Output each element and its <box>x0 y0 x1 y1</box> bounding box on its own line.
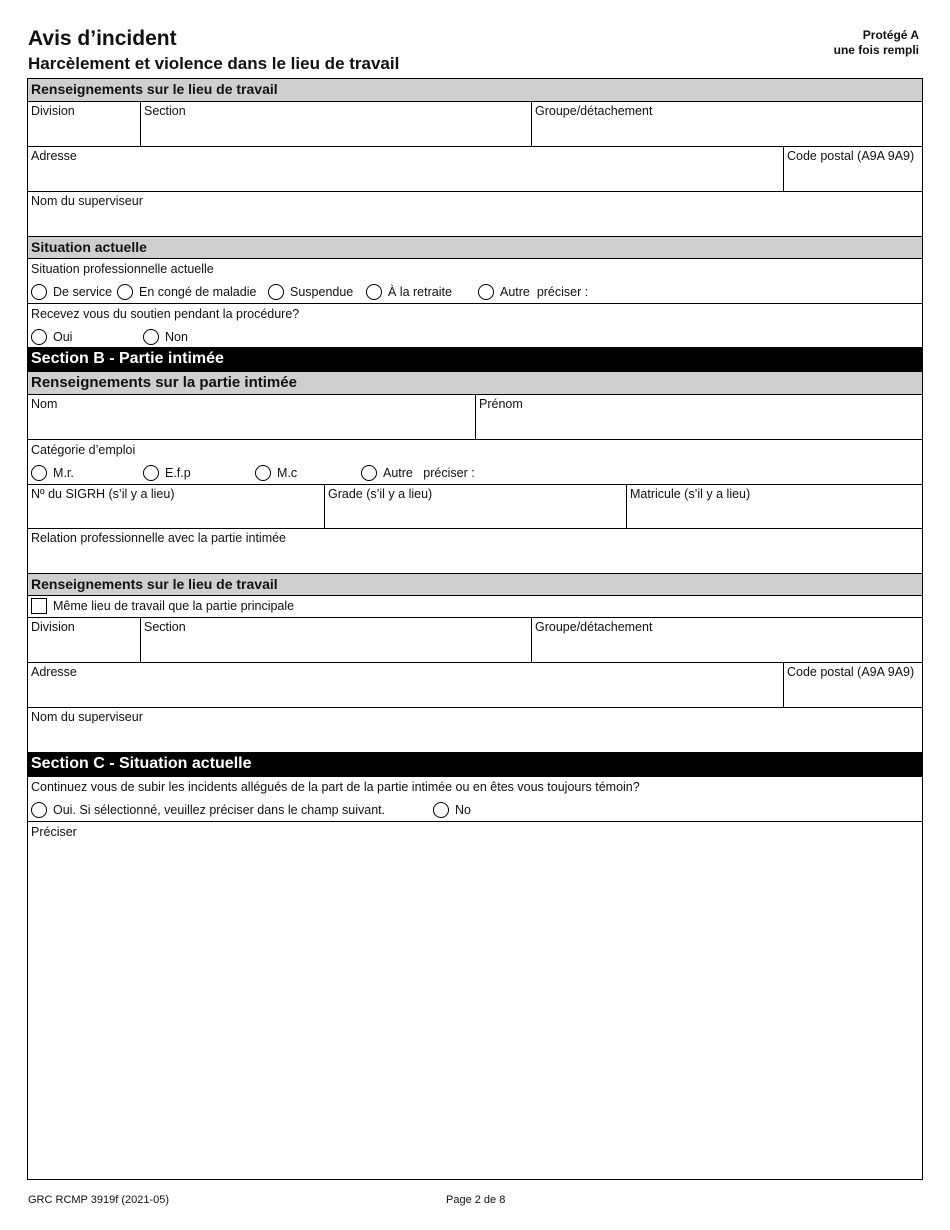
grade-label: Grade (s’il y a lieu) <box>328 487 433 501</box>
employment-category-row <box>28 440 922 485</box>
employment-category-question: Catégorie d’emploi <box>31 443 136 457</box>
relation-row <box>28 529 922 574</box>
radio-icon[interactable] <box>117 284 133 300</box>
respondent-division-field[interactable] <box>28 618 140 662</box>
respondent-address-field[interactable] <box>28 663 783 707</box>
respondent-first-name-label: Prénom <box>479 397 523 411</box>
workplace-row-1 <box>28 102 922 147</box>
category-option-mc-label: M.c <box>277 466 298 480</box>
matricule-field[interactable] <box>626 485 922 528</box>
support-question: Recevez vous du soutien pendant la procédure? <box>31 307 300 321</box>
category-option-mr-label: M.r. <box>53 466 74 480</box>
same-workplace-checkbox[interactable] <box>31 598 294 614</box>
group-label: Groupe/détachement <box>535 104 653 118</box>
respondent-supervisor-row <box>28 708 922 753</box>
section-c-title: Section C - Situation actuelle <box>28 753 922 777</box>
radio-icon[interactable] <box>255 465 271 481</box>
radio-icon[interactable] <box>143 465 159 481</box>
protection-line-1: Protégé A <box>862 28 919 42</box>
respondent-group-field[interactable] <box>531 618 922 662</box>
ongoing-option-no-label: No <box>455 803 471 817</box>
category-option-efp[interactable] <box>143 465 191 481</box>
ongoing-option-no[interactable] <box>433 802 471 818</box>
checkbox-icon[interactable] <box>31 598 47 614</box>
radio-icon[interactable] <box>31 465 47 481</box>
situation-option-leave-label: En congé de maladie <box>139 285 257 299</box>
respondent-workplace-heading: Renseignements sur le lieu de travail <box>28 574 922 596</box>
respondent-name-row <box>28 395 922 440</box>
form-number: GRC RCMP 3919f (2021-05) <box>28 1194 170 1206</box>
radio-icon[interactable] <box>31 284 47 300</box>
radio-icon[interactable] <box>268 284 284 300</box>
situation-option-retired[interactable] <box>366 284 452 300</box>
radio-icon[interactable] <box>478 284 494 300</box>
respondent-division-label: Division <box>31 620 75 634</box>
same-workplace-label: Même lieu de travail que la partie principale <box>53 599 295 613</box>
respondent-supervisor-label: Nom du superviseur <box>31 710 143 724</box>
support-option-yes[interactable] <box>31 329 72 345</box>
address-label: Adresse <box>31 149 77 163</box>
protection-line-2: une fois rempli <box>833 43 919 57</box>
protection-label <box>834 28 919 58</box>
support-row <box>28 304 922 348</box>
respondent-supervisor-field[interactable] <box>28 708 922 752</box>
group-field[interactable] <box>531 102 922 146</box>
sigrh-field[interactable] <box>28 485 324 528</box>
situation-option-suspended-label: Suspendue <box>290 285 354 299</box>
radio-icon[interactable] <box>433 802 449 818</box>
respondent-postal-code-label: Code postal (A9A 9A9) <box>787 665 915 679</box>
professional-situation-question: Situation professionnelle actuelle <box>31 262 214 276</box>
ongoing-option-yes[interactable] <box>31 802 385 818</box>
respondent-last-name-label: Nom <box>31 397 58 411</box>
respondent-address-label: Adresse <box>31 665 77 679</box>
respondent-address-row <box>28 663 922 708</box>
ongoing-incidents-question: Continuez vous de subir les incidents allégués de la part de la partie intimée ou en êtes vous toujours témoin? <box>31 780 640 794</box>
sigrh-label: Nº du SIGRH (s’il y a lieu) <box>31 487 175 501</box>
incident-form <box>27 78 923 1180</box>
division-label: Division <box>31 104 75 118</box>
situation-option-service[interactable] <box>31 284 112 300</box>
relation-label: Relation professionnelle avec la partie intimée <box>31 531 287 545</box>
page-title: Avis d’incident <box>28 27 177 50</box>
matricule-label: Matricule (s’il y a lieu) <box>630 487 751 501</box>
specify-label: Préciser <box>31 825 77 839</box>
address-row <box>28 147 922 192</box>
situation-option-suspended[interactable] <box>268 284 353 300</box>
respondent-first-name-field[interactable] <box>475 395 922 439</box>
relation-field[interactable] <box>28 529 922 573</box>
respondent-info-heading: Renseignements sur la partie intimée <box>28 372 922 395</box>
respondent-workplace-row-1 <box>28 618 922 663</box>
supervisor-row <box>28 192 922 237</box>
respondent-section-field[interactable] <box>140 618 531 662</box>
situation-option-other[interactable] <box>478 284 588 300</box>
situation-option-leave[interactable] <box>117 284 256 300</box>
same-workplace-row <box>28 596 922 618</box>
respondent-last-name-field[interactable] <box>28 395 475 439</box>
category-option-mc[interactable] <box>255 465 297 481</box>
respondent-section-label: Section <box>144 620 186 634</box>
category-option-other-label: Autre préciser : <box>383 466 475 480</box>
workplace-heading: Renseignements sur le lieu de travail <box>28 79 922 102</box>
section-b-title: Section B - Partie intimée <box>28 348 922 372</box>
radio-icon[interactable] <box>366 284 382 300</box>
radio-icon[interactable] <box>143 329 159 345</box>
support-option-no[interactable] <box>143 329 188 345</box>
supervisor-label: Nom du superviseur <box>31 194 143 208</box>
situation-option-retired-label: À la retraite <box>388 285 452 299</box>
radio-icon[interactable] <box>31 329 47 345</box>
division-field[interactable] <box>28 102 140 146</box>
page-subtitle: Harcèlement et violence dans le lieu de travail <box>28 54 400 73</box>
postal-code-field[interactable] <box>783 147 922 191</box>
section-field[interactable] <box>140 102 531 146</box>
category-option-other[interactable] <box>361 465 475 481</box>
postal-code-label: Code postal (A9A 9A9) <box>787 149 915 163</box>
category-option-mr[interactable] <box>31 465 74 481</box>
support-option-yes-label: Oui <box>53 330 73 344</box>
ongoing-incidents-row <box>28 777 922 822</box>
page-number: Page 2 de 8 <box>446 1194 506 1206</box>
radio-icon[interactable] <box>31 802 47 818</box>
situation-option-other-label: Autre préciser : <box>500 285 589 299</box>
respondent-postal-code-field[interactable] <box>783 663 922 707</box>
address-field[interactable] <box>28 147 783 191</box>
situation-option-service-label: De service <box>53 285 113 299</box>
radio-icon[interactable] <box>361 465 377 481</box>
situation-heading: Situation actuelle <box>28 237 922 259</box>
ongoing-option-yes-label: Oui. Si sélectionné, veuillez préciser dans le champ suivant. <box>53 803 386 817</box>
specify-area[interactable] <box>28 822 922 1179</box>
supervisor-field[interactable] <box>28 192 922 236</box>
respondent-ids-row <box>28 485 922 529</box>
section-label: Section <box>144 104 186 118</box>
category-option-efp-label: E.f.p <box>165 466 191 480</box>
support-option-no-label: Non <box>165 330 188 344</box>
grade-field[interactable] <box>324 485 626 528</box>
respondent-group-label: Groupe/détachement <box>535 620 653 634</box>
professional-situation-row <box>28 259 922 304</box>
